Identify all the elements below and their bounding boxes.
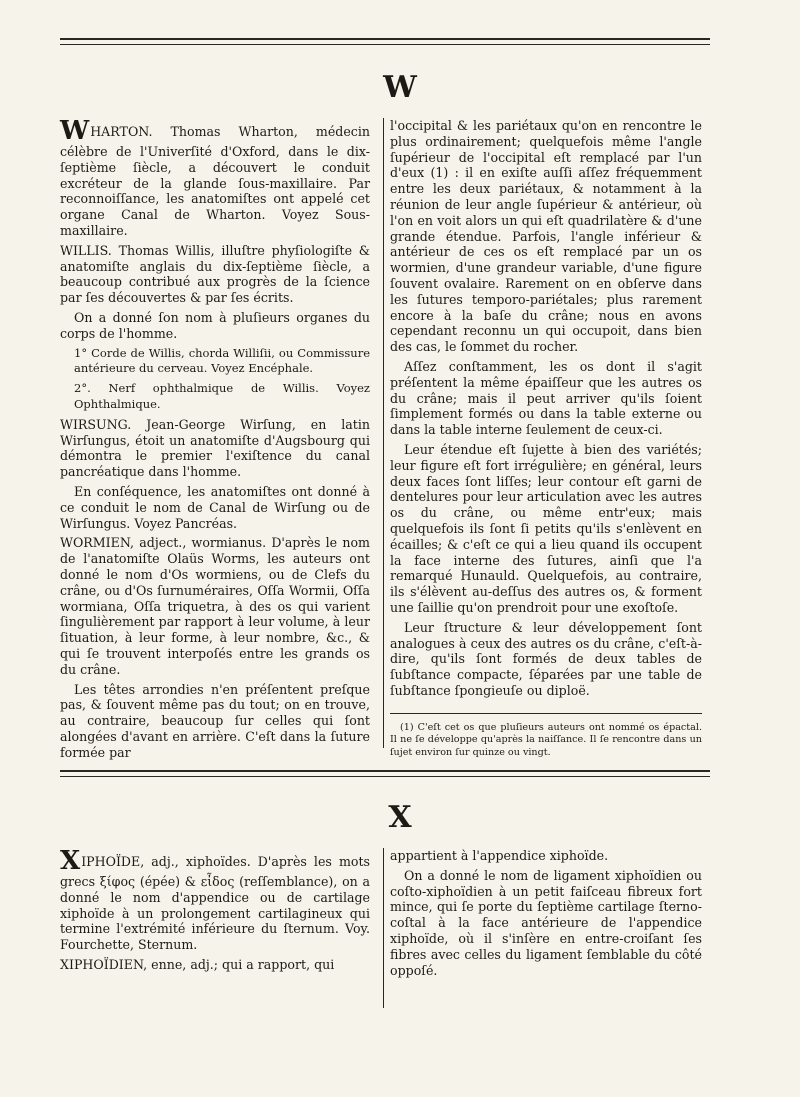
- entry-wharton: WHARTON. Thomas Wharton, médecin célèbre de l'Univerſité d'Oxford, dans le dix-ſeptième ſiècle, a découvert le conduit excréteur de la glande ſous-maxillaire. Par reconnoiſſance, les anatomiſtes ont appelé cet organe Canal de Wharton. Voyez Sous-maxillaire.: [60, 116, 370, 238]
- paragraph: Leur ſtructure & leur développement ſont analogues à ceux des autres os du crâne, c'eſt-à-dire, qu'ils ſont formés de deux tables de ſubſtance compacte, ſéparées par une table de ſubſtance ſpongieuſe ou diploë.: [390, 619, 702, 698]
- paragraph: appartient à l'appendice xiphoïde.: [390, 848, 609, 863]
- w-column-right: [390, 118, 702, 759]
- drop-cap-x: X: [60, 846, 81, 876]
- paragraph: l'occipital & les pariétaux qu'on en rencontre le plus ordinairement; quelquefois même l'angle ſupérieur de l'occipital eſt remplacé par l'un d'eux (1) : il en exiſte auſſi aſſez fréquemment entre les deux pariétaux, & notamment à la réunion de leur angle ſupérieur & antérieur, où l'on en voit alors un qui eſt quadrilatère & d'une grande étendue. Parfois, l'angle inférieur & antérieur de ces os eſt remplacé par un os wormien, d'une grandeur variable, d'une figure ſouvent ovalaire. Rarement on en obſerve dans les ſutures temporo-pariétales; plus rarement encore à la baſe du crâne; nous en avons cependant reconnu un qui occupoit, dans bien des cas, le ſommet du rocher.: [390, 118, 702, 355]
- drop-cap-w: W: [60, 116, 90, 146]
- willis-item-2: 2°. Nerf ophthalmique de Willis. Voyez Ophthalmique.: [74, 381, 370, 411]
- column-divider-w: [383, 118, 384, 748]
- x-column-left: [60, 848, 370, 977]
- footnote-text: (1) C'eſt cet os que pluſieurs auteurs ont nommé os épactal. Il ne ſe développe qu'après la naiſſance. Il ſe rencontre dans un ſujet environ ſur quinze ou vingt.: [390, 721, 702, 758]
- top-rule: [60, 38, 710, 45]
- entry-xiphoide: XIPHOÏDE, adj., xiphoïdes. D'après les mots grecs ξίφος (épée) & εἶδος (reſſemblance), on a donné le nom d'appendice ou de cartilage xiphoïde à un prolongement cartilagineux qui termine l'extrémité inférieure du ſternum. Voy. Fourchette, Sternum.: [60, 846, 370, 953]
- column-divider-x: [383, 848, 384, 1008]
- middle-rule: [60, 770, 710, 777]
- entry-xiphoidien: XIPHOÏDIEN, enne, adj.; qui a rapport, qui: [60, 956, 335, 972]
- x-column-right: [390, 848, 702, 982]
- entry-wirsung: WIRSUNG. Jean-George Wirſung, en latin Wirſungus, étoit un anatomiſte d'Augsbourg qui démontra le premier l'exiſtence du canal pancréatique dans l'homme.: [60, 416, 370, 480]
- paragraph: On a donné ſon nom à pluſieurs organes du corps de l'homme.: [60, 309, 370, 341]
- footnote: [390, 713, 702, 760]
- w-column-left: [60, 118, 370, 764]
- paragraph: Leur étendue eſt ſujette à bien des variétés; leur figure eſt fort irrégulière; en général, leurs deux faces ſont liſſes; leur contour eſt garni de dentelures pour leur articulation avec les autres os du crâne, ou même entr'eux; mais quelquefois ils ſont ſi petits qu'ils s'enlèvent en écailles; & c'eſt ce qui a lieu quand ils occupent la face interne des ſutures, ainſi que l'a remarqué Hunauld. Quelquefois, au contraire, ils s'élèvent au-deſſus des autres os, & forment une ſaillie qu'on prendroit pour une exoſtoſe.: [390, 441, 702, 615]
- paragraph: Aſſez conſtamment, les os dont il s'agit préſentent la même épaiſſeur que les autres os du crâne; mais il peut arriver qu'ils ſoient ſimplement formés ou dans la table externe ou dans la table interne ſeulement de ceux-ci.: [390, 358, 702, 438]
- entry-willis: WILLIS. Thomas Willis, illuſtre phyſiologiſte & anatomiſte anglais du dix-ſeptième ſiècle, a beaucoup contribué aux progrès de la ſcience par ſes découvertes & par ſes écrits.: [60, 242, 370, 306]
- paragraph: Les têtes arrondies n'en préſentent preſque pas, & ſouvent même pas du tout; on en trouve, au contraire, beaucoup ſur celles qui ſont alongées d'avant en arrière. C'eſt dans la ſuture formée par: [60, 681, 370, 760]
- section-letter-x: X: [388, 800, 412, 835]
- paragraph: On a donné le nom de ligament xiphoïdien ou coſto-xiphoïdien à un petit faiſceau fibreux fort mince, qui ſe porte du ſeptième cartilage ſterno-coſtal à la face antérieure de l'appendice xiphoïde, où il s'inſère en entre-croiſant ſes fibres avec celles du ligament ſemblable du côté oppoſé.: [390, 867, 702, 978]
- paragraph: En conſéquence, les anatomiſtes ont donné à ce conduit le nom de Canal de Wirſung ou de Wirſungus. Voyez Pancréas.: [60, 483, 370, 531]
- willis-item-1: 1° Corde de Willis, chorda Williſii, ou Commissure antérieure du cerveau. Voyez Encéphale.: [74, 345, 370, 376]
- section-letter-w: W: [383, 70, 417, 105]
- entry-wormien: WORMIEN, adject., wormianus. D'après le nom de l'anatomiſte Olaüs Worms, les auteurs ont donné le nom d'Os wormiens, ou de Clefs du crâne, ou d'Os ſurnuméraires, Oſſa Wormii, Oſſa wormiana, Oſſa triquetra, à des os qui varient ſingulièrement par rapport à leur volume, à leur ſituation, à leur forme, à leur nombre, &c., & qui ſe trouvent interpoſés entre les grands os du crâne.: [60, 535, 370, 677]
